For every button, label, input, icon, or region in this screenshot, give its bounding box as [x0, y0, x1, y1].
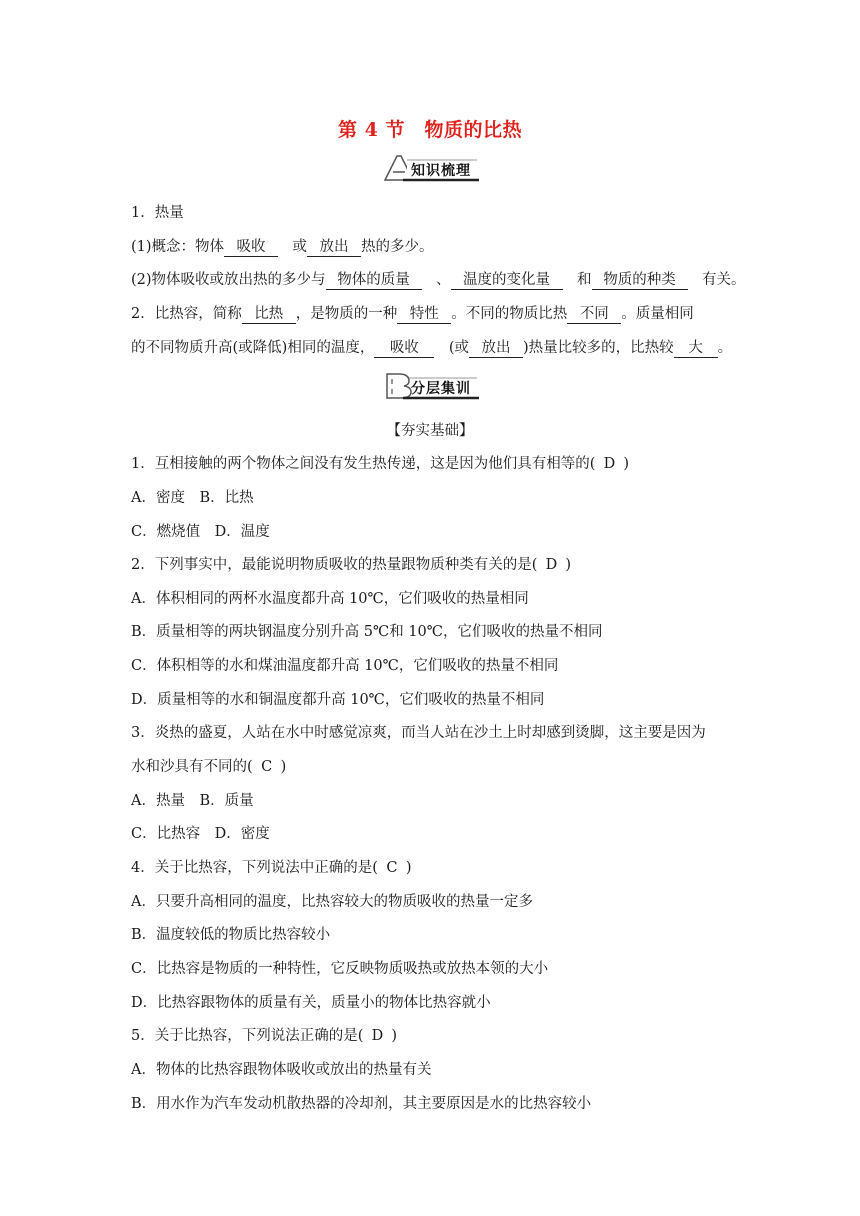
- knowledge-line-3: [131, 304, 741, 324]
- text: (1)概念：物体: [131, 239, 225, 255]
- knowledge-line-4: [131, 338, 741, 358]
- page-title: 第 4 节 物质的比热: [338, 119, 522, 141]
- question-2-stem: [131, 555, 741, 575]
- section-badge-knowledge: [381, 152, 481, 184]
- blank-answer: 吸收: [374, 340, 434, 358]
- blank-answer: 特性: [397, 306, 451, 324]
- text: 的不同物质升高(或降低)相同的温度，: [131, 340, 375, 356]
- text: 。质量相同: [621, 306, 694, 322]
- question-3-stem: 3．炎热的盛夏，人站在水中时感觉凉爽，而当人站在沙土上时却感到烫脚，这主要是因为: [131, 725, 706, 741]
- text: (2)物体吸收或放出热的多少与: [131, 272, 326, 288]
- question-4-option-b: B．温度较低的物质比热容较小: [131, 927, 331, 943]
- blank-answer: 大: [674, 340, 718, 358]
- blank-answer: 物质的种类: [592, 272, 688, 290]
- question-3-options-ab: A．热量 B．质量: [131, 793, 254, 809]
- section-b-label: 分层集训: [411, 381, 471, 397]
- text: )热量比较多的，比热较: [522, 340, 674, 356]
- question-5-option-b: B．用水作为汽车发动机散热器的冷却剂，其主要原因是水的比热容较小: [131, 1096, 592, 1112]
- blank-answer: 比热: [242, 306, 296, 324]
- text: 有关。: [702, 272, 746, 288]
- text: 、: [436, 272, 451, 288]
- knowledge-heat-heading: 1．热量: [131, 205, 184, 221]
- question-4-stem: [131, 858, 741, 878]
- text: 4．关于比热容，下列说法中正确的是(: [131, 860, 378, 876]
- text: ): [623, 456, 630, 472]
- knowledge-line-2: [131, 270, 746, 290]
- text: 或: [292, 239, 308, 255]
- section-a-label: 知识梳理: [411, 163, 471, 179]
- answer-choice: C: [261, 759, 273, 775]
- text: ): [405, 860, 412, 876]
- knowledge-line-1: [131, 237, 741, 257]
- text: ): [565, 557, 572, 573]
- text: 和: [577, 272, 592, 288]
- text: 1．互相接触的两个物体之间没有发生热传递，这是因为他们具有相等的(: [131, 456, 596, 472]
- answer-choice: D: [545, 557, 558, 573]
- text: 。不同的物质比热: [451, 306, 568, 322]
- question-2-option-a: A．体积相同的两杯水温度都升高 10℃，它们吸收的热量相同: [131, 591, 529, 607]
- text: ，是物质的一种: [295, 306, 398, 322]
- question-1-options-ab: A．密度 B．比热: [131, 490, 254, 506]
- question-5-stem: [131, 1026, 741, 1046]
- question-3-stem-cont: [131, 757, 741, 777]
- blank-answer: 温度的变化量: [451, 272, 563, 290]
- text: 2．下列事实中，最能说明物质吸收的热量跟物质种类有关的是(: [131, 557, 538, 573]
- answer-choice: D: [603, 456, 616, 472]
- text: ): [280, 759, 287, 775]
- question-2-option-b: B．质量相等的两块钢温度分别升高 5℃和 10℃，它们吸收的热量不相同: [131, 624, 603, 640]
- blank-answer: 吸收: [224, 239, 278, 257]
- question-2-option-d: D．质量相等的水和铜温度都升高 10℃，它们吸收的热量不相同: [131, 692, 545, 708]
- blank-answer: 物体的质量: [326, 272, 422, 290]
- text: 水和沙具有不同的(: [131, 759, 253, 775]
- text: 。: [717, 340, 733, 356]
- question-5-option-a: A．物体的比热容跟物体吸收或放出的热量有关: [131, 1062, 432, 1078]
- question-2-option-c: C．体积相等的水和煤油温度都升高 10℃，它们吸收的热量不相同: [131, 658, 559, 674]
- question-4-option-a: A．只要升高相同的温度，比热容较大的物质吸收的热量一定多: [131, 894, 533, 910]
- question-4-option-d: D．比热容跟物体的质量有关，质量小的物体比热容就小: [131, 995, 491, 1011]
- blank-answer: 不同: [567, 306, 621, 324]
- text: 2．比热容，简称: [131, 306, 242, 322]
- answer-choice: C: [386, 860, 398, 876]
- question-4-option-c: C．比热容是物质的一种特性，它反映物质吸热或放热本领的大小: [131, 961, 549, 977]
- text: 5．关于比热容，下列说法正确的是(: [131, 1028, 364, 1044]
- text: ): [391, 1028, 398, 1044]
- question-1-stem: [131, 454, 741, 474]
- text: (或: [448, 340, 469, 356]
- section-badge-drills: [381, 370, 481, 402]
- question-3-options-cd: C．比热容 D．密度: [131, 826, 270, 842]
- drill-heading: 【夯实基础】: [386, 423, 474, 439]
- answer-choice: D: [371, 1028, 384, 1044]
- text: 热的多少。: [361, 239, 434, 255]
- blank-answer: 放出: [307, 239, 361, 257]
- question-1-options-cd: C．燃烧值 D．温度: [131, 524, 270, 540]
- blank-answer: 放出: [469, 340, 523, 358]
